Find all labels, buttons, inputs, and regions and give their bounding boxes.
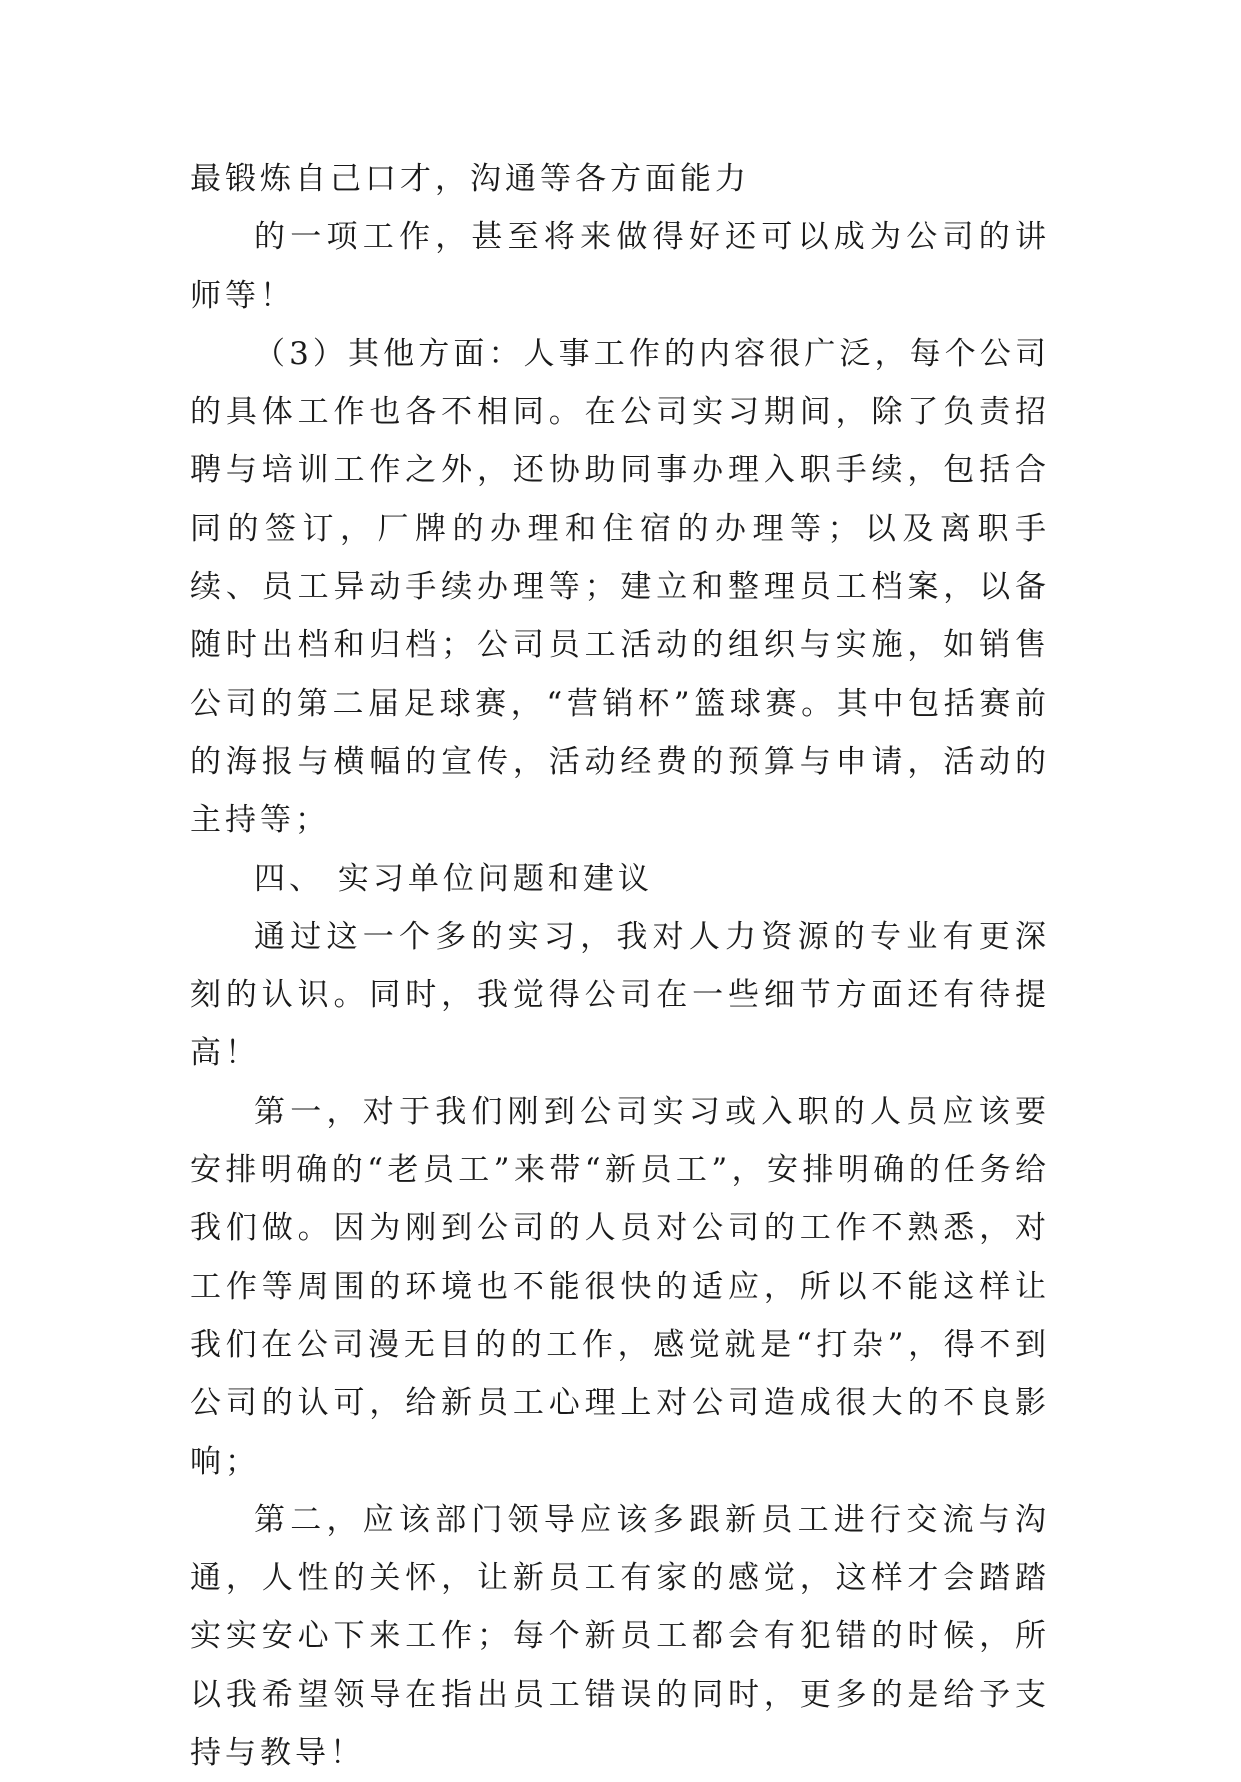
paragraph: 第二，应该部门领导应该多跟新员工进行交流与沟通，人性的关怀，让新员工有家的感觉，这样才会踏踏实实安心下来工作；每个新员工都会有犯错的时候，所以我希望领导在指出员工错误的同时，更多的是给予支持与教导！ bbox=[190, 1501, 1050, 1772]
paragraph: 的一项工作，甚至将来做得好还可以成为公司的讲师等！ bbox=[190, 219, 1050, 314]
section-heading: 四、 实习单位问题和建议 bbox=[254, 860, 653, 897]
paragraph: 通过这一个多的实习，我对人力资源的专业有更深刻的认识。同时，我觉得公司在一些细节方面还有待提高！ bbox=[190, 918, 1050, 1072]
paragraph: （3）其他方面：人事工作的内容很广泛，每个公司的具体工作也各不相同。在公司实习期间，除了负责招聘与培训工作之外，还协助同事办理入职手续，包括合同的签订，厂牌的办理和住宿的办理等；以及离职手续、员工异动手续办理等；建立和整理员工档案，以备随时出档和归档；公司员工活动的组织与实施，如销售公司的第二届足球赛，“营销杯”篮球赛。其中包括赛前的海报与横幅的宣传，活动经费的预算与申请，活动的主持等； bbox=[190, 335, 1050, 839]
paragraph: 最锻炼自己口才，沟通等各方面能力 bbox=[190, 161, 750, 197]
paragraph: 第一，对于我们刚到公司实习或入职的人员应该要安排明确的“老员工”来带“新员工”，安排明确的任务给我们做。因为刚到公司的人员对公司的工作不熟悉，对工作等周围的环境也不能很快的适应，所以不能这样让我们在公司漫无目的的工作，感觉就是“打杂”，得不到公司的认可，给新员工心理上对公司造成很大的不良影响； bbox=[190, 1093, 1050, 1480]
document-body bbox=[190, 150, 1050, 1782]
